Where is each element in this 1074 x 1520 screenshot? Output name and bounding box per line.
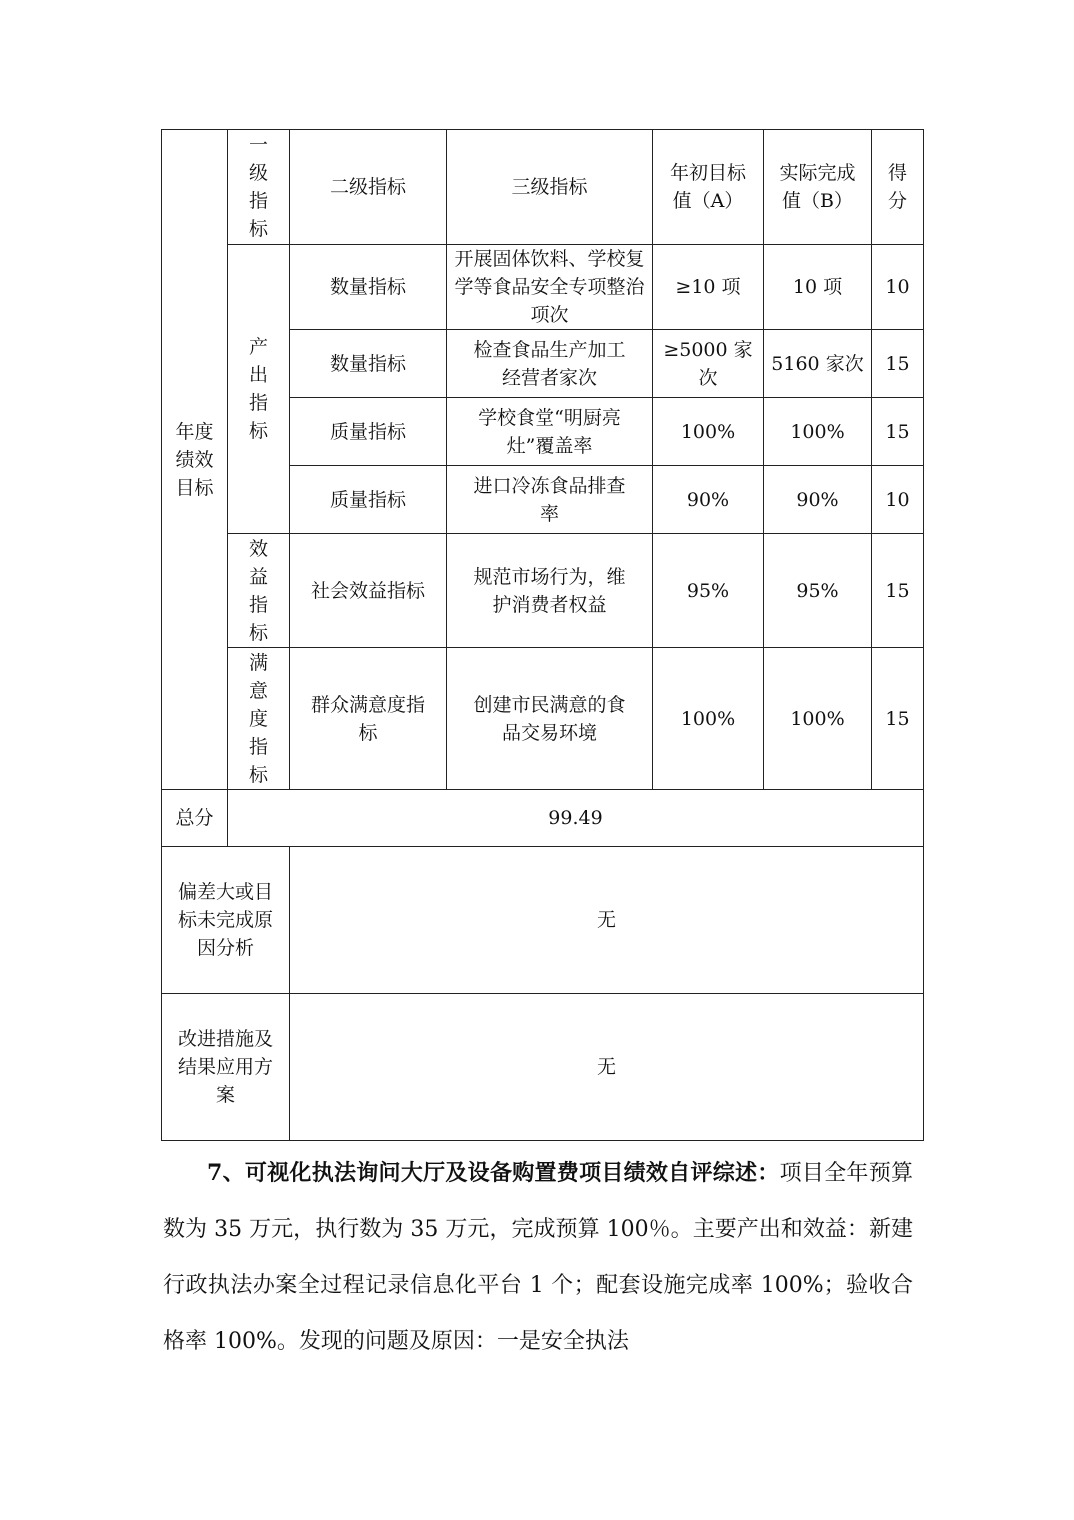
cell-actual: 90% (764, 466, 872, 534)
performance-table (161, 129, 924, 1141)
deviation-label: 偏差大或目标未完成原因分析 (162, 847, 290, 994)
row-group-label-cell (162, 130, 228, 790)
improvement-value: 无 (290, 994, 924, 1141)
cell-score: 15 (872, 648, 924, 790)
cell-level2: 质量指标 (290, 398, 447, 466)
cell-score: 15 (872, 330, 924, 398)
cell-target: 100% (653, 648, 764, 790)
essay-heading: 7、可视化执法询问大厅及设备购置费项目绩效自评综述： (207, 1160, 780, 1186)
cell-target: 90% (653, 466, 764, 534)
row-group-label: 年度绩效目标 (175, 420, 214, 499)
cell-level3: 学校食堂“明厨亮灶”覆盖率 (447, 398, 653, 466)
header-score: 得分 (872, 130, 924, 245)
cell-score: 15 (872, 534, 924, 648)
cell-level3: 开展固体饮料、学校复学等食品安全专项整治项次 (447, 245, 653, 330)
deviation-row (162, 847, 924, 994)
cell-level3: 进口冷冻食品排查率 (447, 466, 653, 534)
cell-target: 95% (653, 534, 764, 648)
header-level2: 二级指标 (290, 130, 447, 245)
header-actual: 实际完成值（B） (764, 130, 872, 245)
header-target: 年初目标值（A） (653, 130, 764, 245)
deviation-value: 无 (290, 847, 924, 994)
cell-level3: 检查食品生产加工经营者家次 (447, 330, 653, 398)
table-row (162, 245, 924, 330)
cell-actual: 100% (764, 648, 872, 790)
cell-score: 15 (872, 398, 924, 466)
essay-body: 项目全年预算数为 35 万元，执行数为 35 万元，完成预算 100％。主要产出和效益：新建行政执法办案全过程记录信息化平台 1 个；配套设施完成率 100%；验收合格率 100%。发现的问题及原因：一是安全执法 (163, 1161, 913, 1354)
table-row (162, 534, 924, 648)
table-row (162, 648, 924, 790)
cell-level2: 数量指标 (290, 245, 447, 330)
cell-target: ≥5000 家次 (653, 330, 764, 398)
header-level1: 一级指标 (228, 130, 290, 245)
header-level3: 三级指标 (447, 130, 653, 245)
total-row (162, 790, 924, 847)
group-satisfaction: 满意度指标 (228, 648, 290, 790)
cell-score: 10 (872, 466, 924, 534)
cell-target: 100% (653, 398, 764, 466)
cell-score: 10 (872, 245, 924, 330)
improvement-row (162, 994, 924, 1141)
group-output: 产出指标 (228, 245, 290, 534)
cell-level2: 质量指标 (290, 466, 447, 534)
cell-level3: 规范市场行为，维护消费者权益 (447, 534, 653, 648)
cell-level2: 群众满意度指标 (290, 648, 447, 790)
cell-actual: 100% (764, 398, 872, 466)
cell-level2: 社会效益指标 (290, 534, 447, 648)
group-benefit: 效益指标 (228, 534, 290, 648)
cell-level2: 数量指标 (290, 330, 447, 398)
improvement-label: 改进措施及结果应用方案 (162, 994, 290, 1141)
essay-paragraph (163, 1145, 913, 1370)
total-value: 99.49 (228, 790, 924, 847)
table-header-row (162, 130, 924, 245)
cell-level3: 创建市民满意的食品交易环境 (447, 648, 653, 790)
cell-target: ≥10 项 (653, 245, 764, 330)
cell-actual: 5160 家次 (764, 330, 872, 398)
cell-actual: 10 项 (764, 245, 872, 330)
total-label: 总分 (162, 790, 228, 847)
cell-actual: 95% (764, 534, 872, 648)
